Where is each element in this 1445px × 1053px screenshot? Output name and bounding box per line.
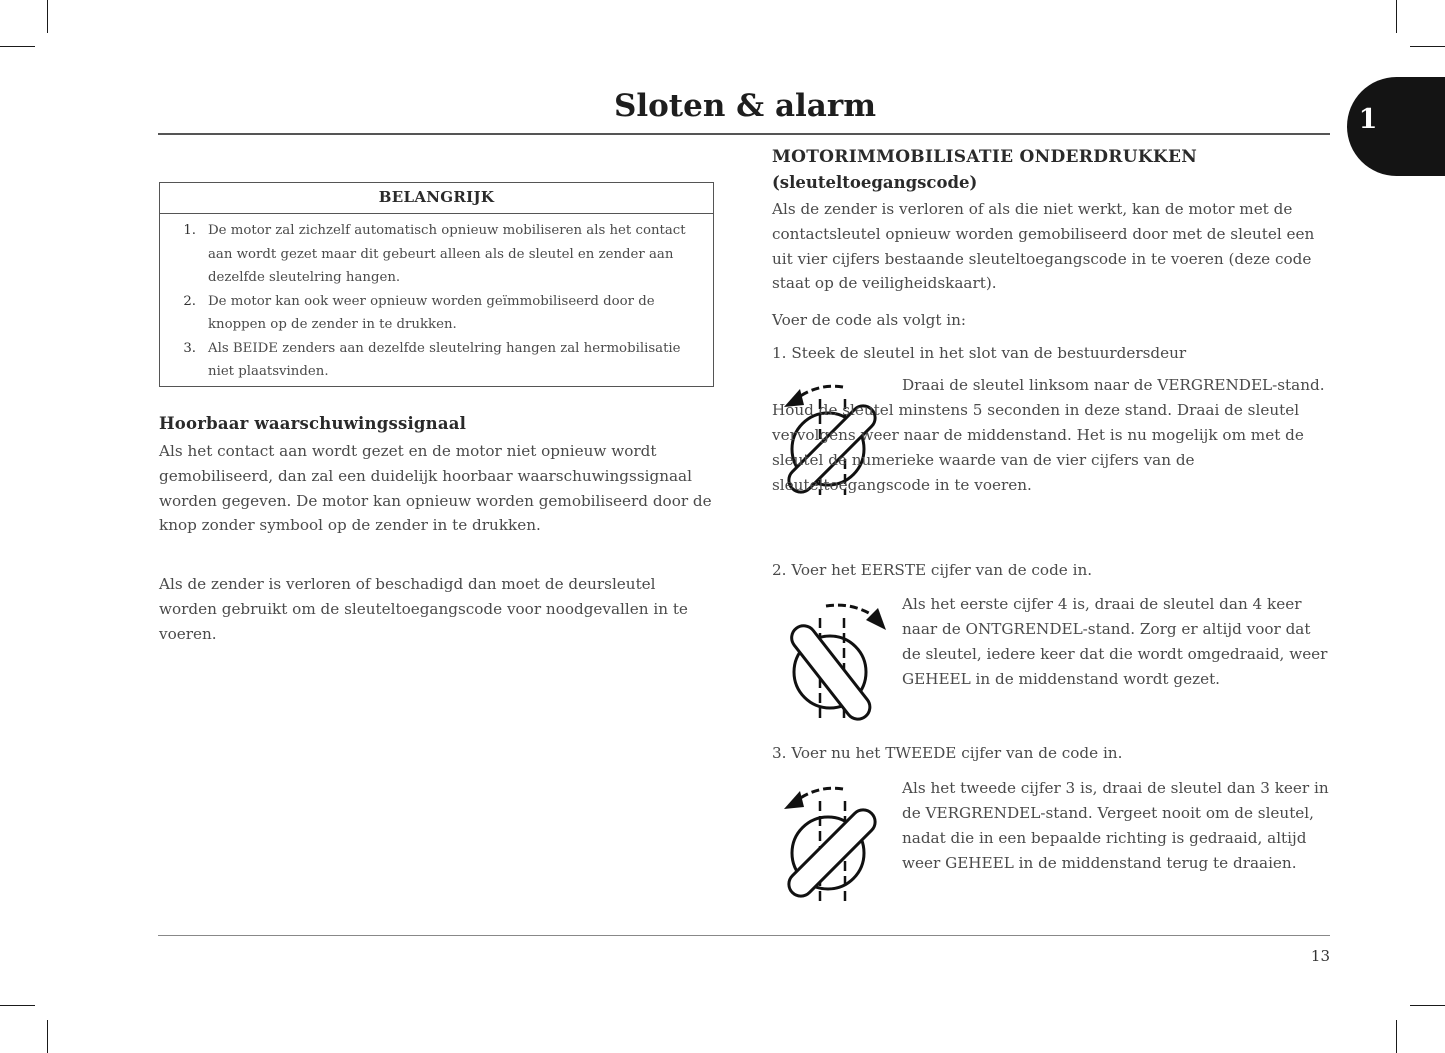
chapter-tab — [1347, 77, 1445, 176]
crop-mark — [1410, 46, 1445, 47]
crop-mark — [1396, 1020, 1397, 1053]
key-turn-left-icon — [778, 779, 888, 907]
page-title: Sloten & alarm — [613, 88, 877, 124]
chapter-number: 1 — [1358, 104, 1378, 135]
step-3-detail: Als het tweede cijfer 3 is, draai de sleutel dan 3 keer in de VERGRENDEL-stand. Vergeet nooit om de sleutel, nadat die in een bepaalde richting is gedraaid, altijd weer GEHEEL in de middenstand terug te draaien. — [902, 779, 1329, 872]
list-item — [160, 219, 705, 290]
crop-mark — [47, 0, 48, 33]
crop-mark — [0, 46, 35, 47]
crop-mark — [47, 1020, 48, 1053]
item-number: 1. — [183, 223, 196, 238]
override-heading: MOTORIMMOBILISATIE ONDERDRUKKEN — [772, 147, 1198, 167]
enter-code-label: Voer de code als volgt in: — [772, 311, 967, 329]
step-2: 2. Voer het EERSTE cijfer van de code in. — [772, 561, 1093, 579]
step-3: 3. Voer nu het TWEEDE cijfer van de code in. — [772, 744, 1123, 762]
step-2-detail: Als het eerste cijfer 4 is, draai de sleutel dan 4 keer naar de ONTGRENDEL-stand. Zorg er altijd voor dat de sleutel, iedere keer dat die wordt omgedraaid, weer GEHEEL in de middenstand wordt gezet. — [902, 595, 1328, 688]
item-text: Als BEIDE zenders aan dezelfde sleutelring hangen zal hermobilisatie niet plaatsvinden. — [208, 340, 681, 379]
audible-heading: Hoorbaar waarschuwingssignaal — [159, 414, 467, 433]
list-item — [160, 337, 705, 384]
audible-paragraph: Als het contact aan wordt gezet en de motor niet opnieuw wordt gemobiliseerd, dan zal een duidelijk hoorbaar waarschuwingssignaal worden gegeven. De motor kan opnieuw worden gemobiliseerd door de knop zonder symbool op de zender in te drukken. — [159, 442, 712, 535]
crop-mark — [1410, 1005, 1445, 1006]
item-text: De motor zal zichzelf automatisch opnieuw mobiliseren als het contact aan wordt gezet maar dit gebeurt alleen als de sleutel en zender aan dezelfde sleutelring hangen. — [208, 223, 686, 285]
item-number: 3. — [183, 340, 196, 356]
item-text: De motor kan ook weer opnieuw worden geïmmobiliseerd door de knoppen op de zender in te drukken. — [208, 293, 655, 332]
header-rule — [158, 133, 1330, 135]
list-item — [160, 290, 705, 337]
page-number: 13 — [1310, 947, 1330, 965]
important-box — [159, 182, 714, 387]
override-subheading: (sleuteltoegangscode) — [772, 173, 978, 192]
crop-mark — [1396, 0, 1397, 33]
item-number: 2. — [183, 293, 196, 309]
step-1-detail: Draai de sleutel linksom naar de VERGRENDEL-stand. Houd de sleutel minstens 5 seconden in deze stand. Draai de sleutel vervolgens weer naar de middenstand. Het is nu mogelijk om met de sleutel de numerieke waarde van de vier cijfers van de sleuteltoegangscode in te voeren. — [772, 376, 1325, 494]
important-heading: BELANGRIJK — [160, 183, 713, 214]
crop-mark — [0, 1005, 35, 1006]
footer-rule — [158, 935, 1330, 936]
emergency-paragraph: Als de zender is verloren of beschadigd dan moet de deursleutel worden gebruikt om de sleuteltoegangscode voor noodgevallen in te voeren. — [159, 575, 688, 643]
key-turn-right-icon — [778, 596, 888, 726]
step-1: 1. Steek de sleutel in het slot van de bestuurdersdeur — [772, 344, 1187, 362]
override-intro: Als de zender is verloren of als die niet werkt, kan de motor met de contactsleutel opnieuw worden gemobiliseerd door met de sleutel een uit vier cijfers bestaande sleuteltoegangscode in te voeren (deze code staat op de veiligheidskaart). — [772, 200, 1315, 293]
important-list — [160, 214, 713, 384]
